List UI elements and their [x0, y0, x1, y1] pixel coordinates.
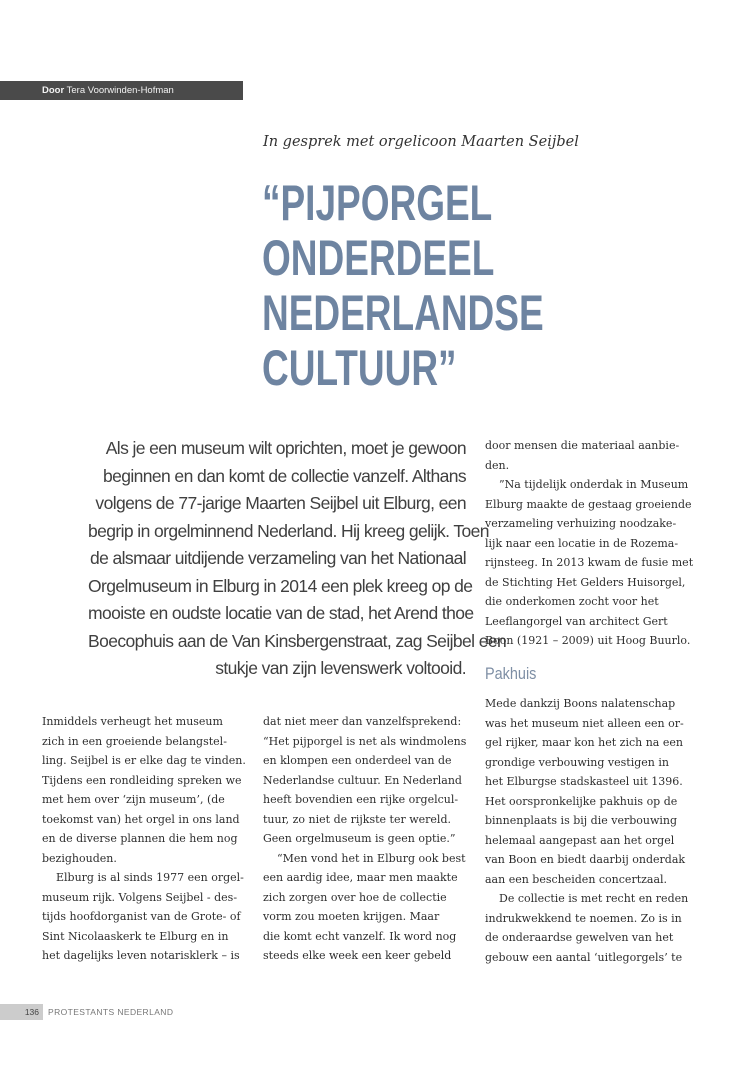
- headline-line: CULTUUR”: [262, 340, 457, 396]
- body-column-1: [42, 712, 246, 966]
- body-line: de onderaardse gewelven van het: [485, 931, 674, 944]
- body-column-3-top: [485, 436, 693, 651]
- article-kicker: In gesprek met orgelicoon Maarten Seijbel: [263, 134, 579, 150]
- body-line: heeft bovendien een rijke orgelcul-: [263, 793, 459, 806]
- body-line: museum rijk. Volgens Seijbel - des-: [42, 890, 238, 904]
- body-line: Mede dankzij Boons nalatenschap: [485, 697, 676, 710]
- byline-author: Tera Voorwinden-Hofman: [66, 85, 174, 96]
- headline-line: “PIJPORGEL: [262, 175, 493, 231]
- body-line: de Stichting Het Gelders Huisorgel,: [485, 575, 686, 589]
- lead-line: mooiste en oudste locatie van de stad, het Arend thoe: [88, 603, 474, 623]
- page-number: 136: [0, 1004, 43, 1020]
- body-line: Het oorspronkelijke pakhuis op de: [485, 794, 678, 808]
- body-line: “Men vond het in Elburg ook best: [277, 851, 466, 865]
- headline-line: ONDERDEEL: [262, 230, 495, 286]
- body-line: het Elburgse stadskasteel uit 1396.: [485, 775, 683, 788]
- body-line: steeds elke week een keer gebeld: [263, 949, 452, 962]
- body-line: Elburg is al sinds 1977 een orgel-: [56, 871, 244, 884]
- body-line: toekomst van) het orgel in ons land: [42, 812, 240, 826]
- body-line: Geen orgelmuseum is geen optie.”: [263, 832, 456, 845]
- body-line: van Boon en biedt daarbij onderdak: [485, 853, 686, 866]
- body-line: Nederlandse cultuur. En Nederland: [263, 773, 462, 787]
- author-byline: [0, 81, 243, 100]
- lead-line: volgens de 77-jarige Maarten Seijbel uit Elburg, een: [95, 493, 466, 513]
- body-line: verzameling verhuizing noodzake-: [485, 517, 677, 530]
- body-line: een aardig idee, maar men maakte: [263, 871, 458, 884]
- body-line: Sint Nicolaaskerk te Elburg en in: [42, 929, 229, 943]
- body-line: den.: [485, 458, 510, 472]
- body-line: binnenplaats is bij die verbouwing: [485, 814, 678, 827]
- lead-line: de alsmaar uitdijende verzameling van het Nationaal: [89, 548, 466, 568]
- byline-label: Door: [42, 85, 65, 96]
- body-line: met hem over ‘zijn museum’, (de: [42, 793, 225, 806]
- lead-line: beginnen en dan komt de collectie vanzelf. Althans: [102, 465, 466, 486]
- body-line: ling. Seijbel is er elke dag te vinden.: [42, 754, 246, 767]
- body-line: indrukwekkend te noemen. Zo is in: [485, 911, 682, 925]
- body-line: tijds hoofdorganist van de Grote- of: [42, 910, 241, 923]
- body-line: gel rijker, maar kon het zich na een: [485, 736, 683, 749]
- body-line: die komt echt vanzelf. Ik word nog: [263, 929, 457, 943]
- body-line: Elburg maakte de gestaag groeiende: [485, 497, 692, 511]
- body-line: vorm zou moeten krijgen. Maar: [263, 910, 440, 923]
- body-line: dat niet meer dan vanzelfsprekend:: [263, 715, 462, 728]
- lead-line: Boecophuis aan de Van Kinsbergenstraat, zag Seijbel een: [88, 630, 507, 651]
- body-line: gebouw een aantal ‘uitlegorgels’ te: [485, 950, 683, 964]
- body-line: tuur, zo niet de rijkste ter wereld.: [263, 812, 451, 826]
- body-line: De collectie is met recht en reden: [499, 892, 689, 905]
- body-line: het dagelijks leven notarisklerk – is: [42, 949, 240, 962]
- body-line: die onderkomen zocht voor het: [485, 595, 659, 608]
- body-line: helemaal aangepast aan het orgel: [485, 833, 675, 847]
- publication-name: PROTESTANTS NEDERLAND: [48, 1007, 174, 1017]
- page-footer: [0, 1004, 173, 1020]
- lead-line: Orgelmuseum in Elburg in 2014 een plek kreeg op de: [88, 575, 473, 596]
- body-column-3-bottom: [485, 694, 688, 967]
- article-headline: [262, 176, 544, 396]
- body-line: “Het pijporgel is net als windmolens: [263, 734, 467, 748]
- body-line: Inmiddels verheugt het museum: [42, 715, 223, 728]
- body-line: door mensen die materiaal aanbie-: [485, 439, 680, 452]
- body-line: was het museum niet alleen een or-: [485, 716, 684, 730]
- headline-line: NEDERLANDSE: [262, 285, 544, 341]
- body-line: Boon (1921 – 2009) uit Hoog Buurlo.: [485, 634, 691, 647]
- body-line: lijk naar een locatie in de Rozema-: [485, 536, 679, 550]
- body-line: zich zorgen over hoe de collectie: [263, 890, 447, 904]
- body-line: ”Na tijdelijk onderdak in Museum: [499, 478, 689, 491]
- lead-line: Als je een museum wilt oprichten, moet je gewoon: [105, 438, 466, 458]
- body-line: en klompen een onderdeel van de: [263, 754, 452, 767]
- section-subhead: Pakhuis: [485, 664, 537, 683]
- body-line: aan een bescheiden concertzaal.: [485, 872, 668, 886]
- body-line: grondige verbouwing vestigen in: [485, 755, 669, 769]
- body-line: Tijdens een rondleiding spreken we: [42, 773, 242, 787]
- body-line: rijnsteeg. In 2013 kwam de fusie met: [485, 556, 694, 569]
- body-line: en de diverse plannen die hem nog: [42, 832, 238, 845]
- body-line: zich in een groeiende belangstel-: [42, 734, 227, 748]
- body-line: bezighouden.: [42, 851, 117, 865]
- lead-line: begrip in orgelminnend Nederland. Hij kreeg gelijk. Toen: [88, 520, 489, 541]
- body-column-2: [263, 712, 466, 966]
- lead-line: stukje van zijn levenswerk voltooid.: [215, 658, 466, 678]
- body-line: Leeflangorgel van architect Gert: [485, 614, 668, 628]
